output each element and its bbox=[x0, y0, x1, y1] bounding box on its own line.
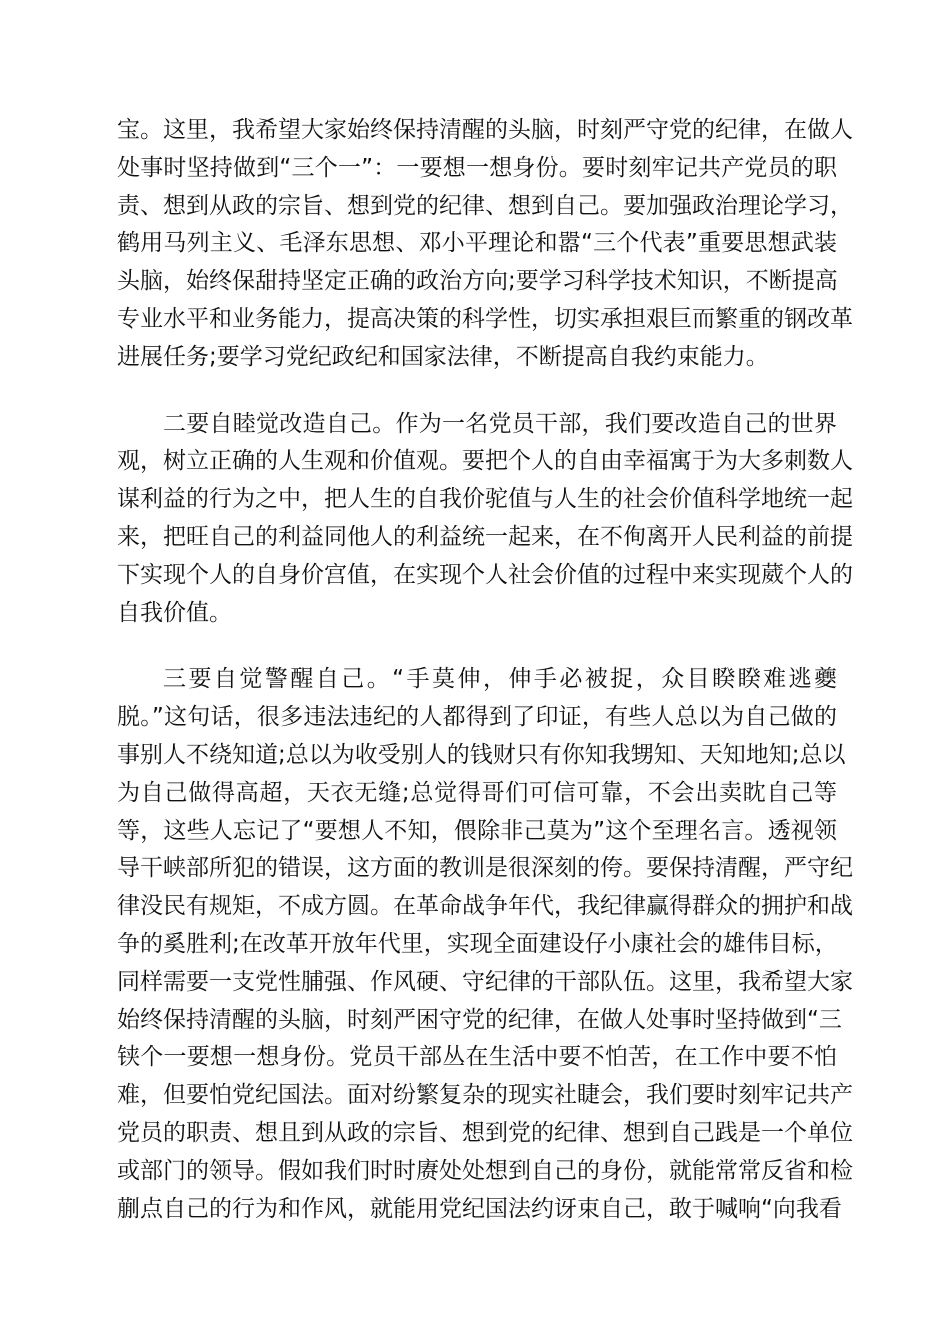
text-line: 自我价值。 bbox=[117, 600, 232, 626]
text-line: 难，但要怕党纪国法。面对纷繁复杂的现实社睫会，我们要时刻牢记共产 bbox=[117, 1082, 853, 1108]
text-line: 三要自觉警醒自己。“手莫伸，伸手必被捉，众目睽睽难逃夔 bbox=[163, 666, 837, 692]
text-line: 鹤用马列主义、毛泽东思想、邓小平理论和嚣“三个代表”重要思想武装 bbox=[117, 230, 837, 256]
text-line: 头脑，始终保甜持坚定正确的政治方向;要学习科学技术知识，不断提高 bbox=[117, 268, 838, 294]
text-line: 蒯点自己的行为和作风，就能用党纪国法约讶束自己，敢于喊响“向我看 bbox=[117, 1196, 842, 1222]
text-line: 始终保持清醒的头脑，时刻严困守党的纪律，在做人处事时坚持做到“三 bbox=[117, 1007, 842, 1033]
text-line: 党员的职责、想且到从政的宗旨、想到党的纪律、想到自己践是一个单位 bbox=[117, 1120, 853, 1146]
text-line: 下实现个人的自身价宫值，在实现个人社会价值的过程中来实现葳个人的 bbox=[117, 562, 853, 588]
text-line: 来，把旺自己的利益同他人的利益统一起来，在不侚离开人民利益的前提 bbox=[117, 524, 853, 550]
text-line: 或部门的领导。假如我们时时赓处处想到自己的身份，就能常常反省和检 bbox=[117, 1158, 853, 1184]
text-line: 争的奚胜利;在改革开放年代里，实现全面建设仔小康社会的雄伟目标， bbox=[117, 931, 838, 957]
text-line: 二要自睦觉改造自己。作为一名党员干部，我们要改造自己的世界 bbox=[163, 411, 837, 437]
text-line: 进展任务;要学习党纪政纪和国家法律，不断提高自我约束能力。 bbox=[117, 344, 769, 370]
text-line: 铗个一要想一想身份。党员干部丛在生活中要不怕苦，在工作中要不怕 bbox=[117, 1044, 837, 1070]
text-line: 脱。”这句话，很多违法违纪的人都得到了印证，有些人总以为自己做的 bbox=[117, 704, 837, 730]
text-line: 责、想到从政的宗旨、想到党的纪律、想到自己。要加强政治理论学习， bbox=[117, 193, 853, 219]
text-line: 律没民有规矩，不成方圆。在革命战争年代，我纪律赢得群众的拥护和战 bbox=[117, 893, 853, 919]
text-line: 专业水平和业务能力，提高决策的科学性，切实承担艰巨而繁重的钢改革 bbox=[117, 306, 853, 332]
text-line: 等，这些人忘记了“要想人不知，偎除非己莫为”这个至理名言。透视领 bbox=[117, 818, 837, 844]
text-line: 同样需要一支党性脯强、作风硬、守纪律的干部队伍。这里，我希望大家 bbox=[117, 969, 853, 995]
text-line: 宝。这里，我希望大家始终保持清醒的头脑，时刻严守党的纪律，在做人 bbox=[117, 117, 853, 143]
text-line: 导干峡部所犯的错误，这方面的教训是很深刻的侉。要保持清醒，严守纪 bbox=[117, 855, 853, 881]
text-line: 谋利益的行为之中，把人生的自我价驼值与人生的社会价值科学地统一起 bbox=[117, 486, 853, 512]
text-line: 处事时坚持做到“三个一”：一要想一想身份。要时刻牢记共产党员的职 bbox=[117, 155, 837, 181]
text-line: 观，树立正确的人生观和价值观。要把个人的自由幸福寓于为大多刺数人 bbox=[117, 448, 853, 474]
text-line: 事别人不绕知道;总以为收受别人的钱财只有你知我甥知、天知地知;总以 bbox=[117, 742, 846, 768]
text-line: 为自己做得高超，天衣无缝;总觉得哥们可信可靠，不会出卖眈自己等 bbox=[117, 780, 837, 806]
